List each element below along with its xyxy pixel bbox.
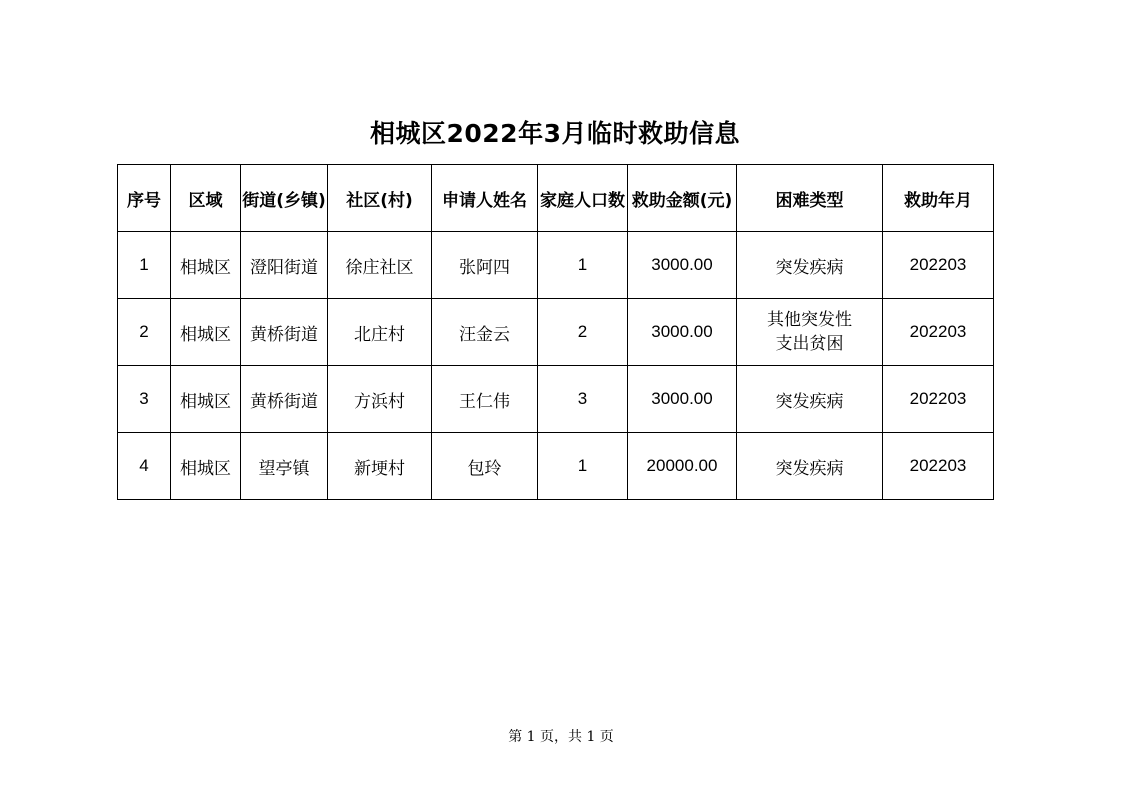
page-title: 相城区2022年3月临时救助信息 xyxy=(370,119,740,148)
cell-amount: 3000.00 xyxy=(628,232,737,299)
cell-community: 新埂村 xyxy=(328,433,432,500)
header-amount: 救助金额(元) xyxy=(628,165,737,232)
header-district: 区域 xyxy=(171,165,241,232)
cell-hardship-type: 突发疾病 xyxy=(737,433,883,500)
cell-street: 黄桥街道 xyxy=(241,299,328,366)
cell-applicant: 王仁伟 xyxy=(432,366,538,433)
cell-district: 相城区 xyxy=(171,299,241,366)
header-street: 街道(乡镇) xyxy=(241,165,328,232)
cell-street: 望亭镇 xyxy=(241,433,328,500)
table-row xyxy=(118,299,994,366)
cell-applicant: 包玲 xyxy=(432,433,538,500)
cell-index: 1 xyxy=(118,232,171,299)
cell-street: 澄阳街道 xyxy=(241,232,328,299)
header-relief-month: 救助年月 xyxy=(883,165,994,232)
cell-district: 相城区 xyxy=(171,433,241,500)
header-family-size: 家庭人口数 xyxy=(538,165,628,232)
cell-index: 2 xyxy=(118,299,171,366)
cell-community: 徐庄社区 xyxy=(328,232,432,299)
header-index: 序号 xyxy=(118,165,171,232)
page-footer: 第 1 页，共 1 页 xyxy=(508,729,614,745)
cell-hardship-type: 突发疾病 xyxy=(737,232,883,299)
table-row xyxy=(118,433,994,500)
cell-street: 黄桥街道 xyxy=(241,366,328,433)
relief-table xyxy=(117,164,994,500)
cell-amount: 3000.00 xyxy=(628,366,737,433)
cell-community: 方浜村 xyxy=(328,366,432,433)
cell-index: 4 xyxy=(118,433,171,500)
cell-relief-month: 202203 xyxy=(883,299,994,366)
cell-hardship-type: 突发疾病 xyxy=(737,366,883,433)
cell-relief-month: 202203 xyxy=(883,366,994,433)
cell-index: 3 xyxy=(118,366,171,433)
cell-community: 北庄村 xyxy=(328,299,432,366)
cell-family-size: 2 xyxy=(538,299,628,366)
cell-family-size: 1 xyxy=(538,433,628,500)
table-header-row xyxy=(118,165,994,232)
cell-district: 相城区 xyxy=(171,366,241,433)
header-hardship-type: 困难类型 xyxy=(737,165,883,232)
cell-amount: 20000.00 xyxy=(628,433,737,500)
cell-applicant: 张阿四 xyxy=(432,232,538,299)
cell-relief-month: 202203 xyxy=(883,232,994,299)
cell-applicant: 汪金云 xyxy=(432,299,538,366)
table-row xyxy=(118,366,994,433)
cell-amount: 3000.00 xyxy=(628,299,737,366)
header-community: 社区(村) xyxy=(328,165,432,232)
table-row xyxy=(118,232,994,299)
header-applicant: 申请人姓名 xyxy=(432,165,538,232)
cell-hardship-type: 其他突发性 支出贫困 xyxy=(737,299,883,366)
cell-relief-month: 202203 xyxy=(883,433,994,500)
cell-district: 相城区 xyxy=(171,232,241,299)
cell-family-size: 3 xyxy=(538,366,628,433)
cell-family-size: 1 xyxy=(538,232,628,299)
